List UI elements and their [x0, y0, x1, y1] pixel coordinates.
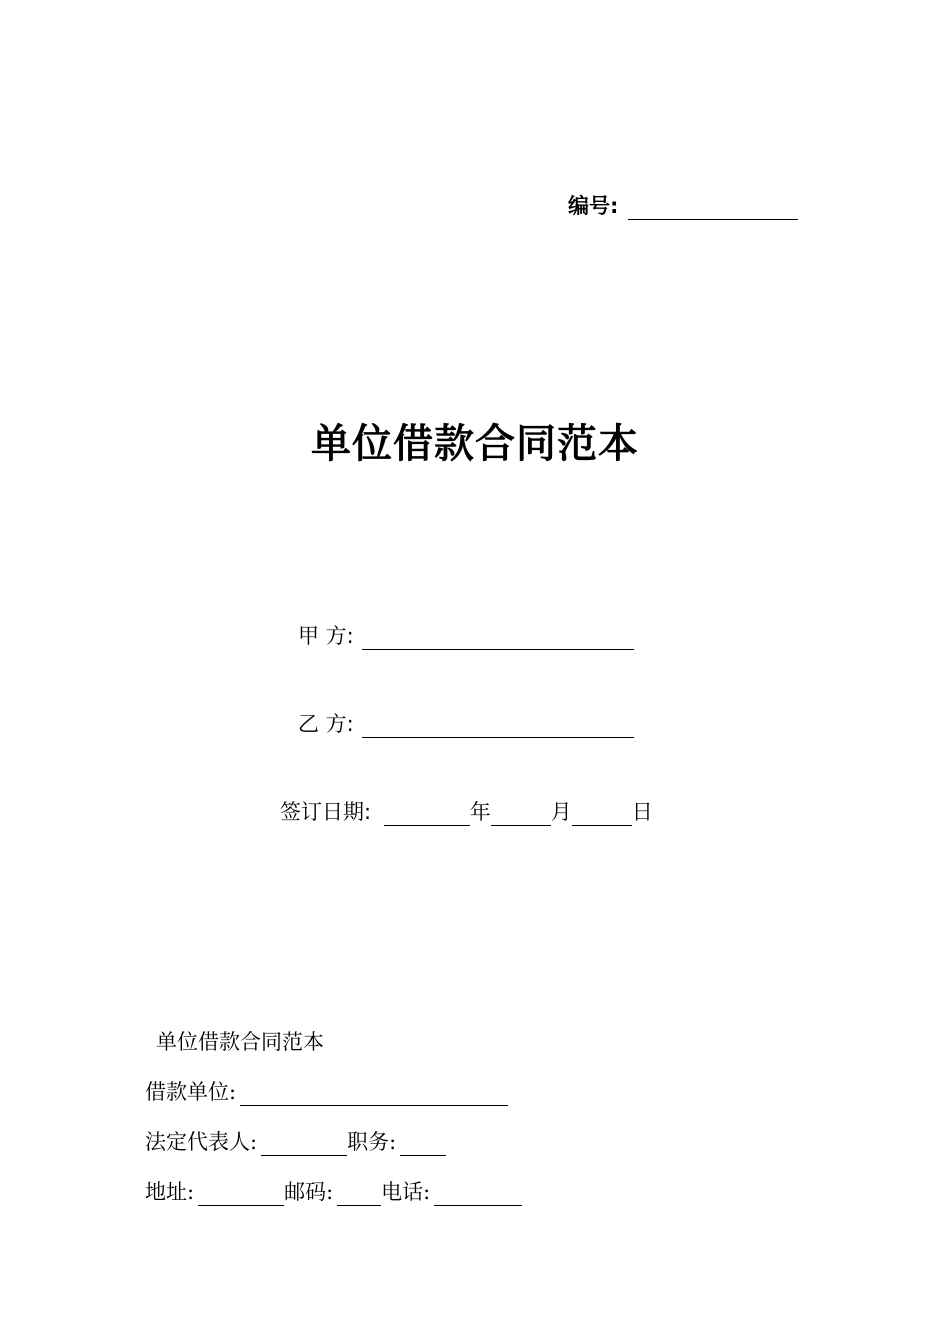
address-blank[interactable]: [198, 1183, 284, 1206]
legal-rep-label: 法定代表人:: [145, 1130, 258, 1154]
contract-number-label: 编号:: [568, 194, 619, 218]
party-b-line: [298, 708, 634, 738]
sign-month-blank[interactable]: [491, 803, 551, 826]
legal-rep-blank[interactable]: [261, 1133, 347, 1156]
sign-month-label: 月: [550, 800, 572, 824]
phone-label: 电话:: [381, 1180, 431, 1204]
postcode-blank[interactable]: [337, 1183, 381, 1206]
party-a-line: [298, 620, 634, 650]
address-line: [145, 1176, 522, 1206]
document-title: 单位借款合同范本: [311, 421, 639, 467]
sign-date-label: 签订日期:: [280, 800, 372, 824]
party-a-label: 甲 方:: [298, 624, 354, 648]
sign-day-blank[interactable]: [572, 803, 632, 826]
sign-date-line: [280, 796, 653, 826]
contract-number-blank[interactable]: [628, 197, 798, 220]
postcode-label: 邮码:: [284, 1180, 334, 1204]
borrower-line: [145, 1076, 508, 1106]
party-b-label: 乙 方:: [298, 712, 354, 736]
party-a-blank[interactable]: [362, 627, 634, 650]
sign-year-label: 年: [469, 800, 491, 824]
sign-year-blank[interactable]: [384, 803, 470, 826]
legal-rep-line: [145, 1126, 446, 1156]
position-blank[interactable]: [400, 1133, 446, 1156]
party-b-blank[interactable]: [362, 715, 634, 738]
phone-blank[interactable]: [434, 1183, 522, 1206]
borrower-label: 借款单位:: [145, 1080, 237, 1104]
borrower-blank[interactable]: [240, 1083, 508, 1106]
contract-number-line: [568, 190, 798, 220]
body-subtitle: 单位借款合同范本: [156, 1030, 324, 1054]
position-label: 职务:: [347, 1130, 397, 1154]
sign-day-label: 日: [631, 800, 653, 824]
address-label: 地址:: [145, 1180, 195, 1204]
